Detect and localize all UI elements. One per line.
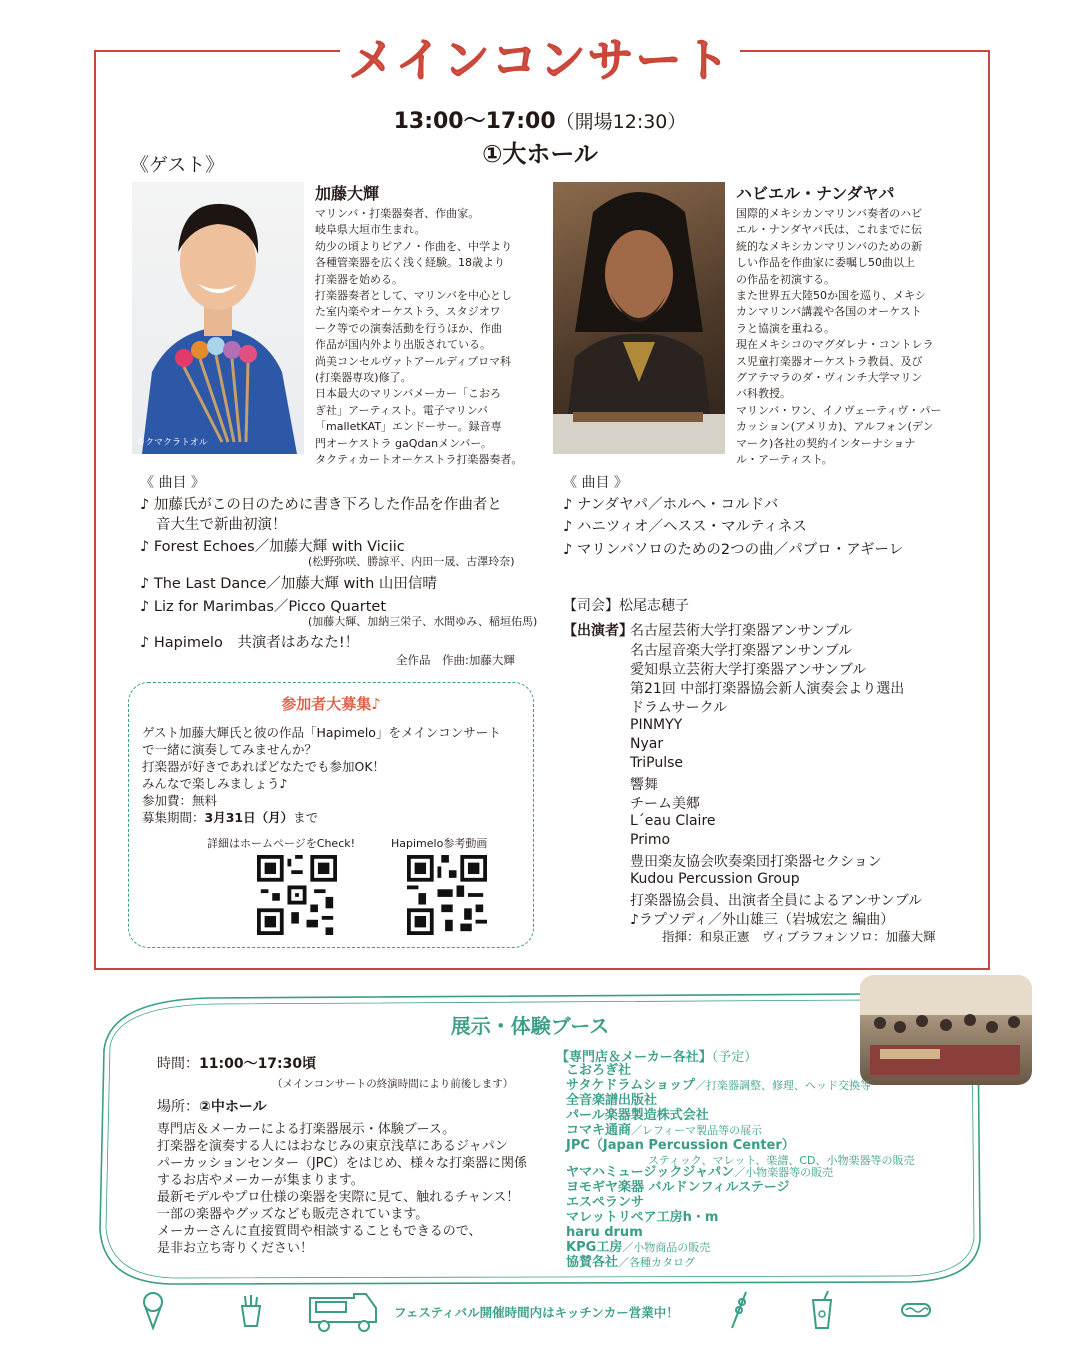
javier-bio: 国際的メキシカンマリンバ奏者のハビ エル・ナンダヤパ氏は、これまでに伝 統的なメキシカンマリンバのための新 しい作品を作曲家に委嘱し50曲以上 の作品を初演する。 また世界五大陸50か国を巡り、メキシ カンマリンバ講義や各国のオーケスト ラと協演を重ねる。 現在メキシコのマグダレナ・コントレラ ス児童打楽器オーケストラ教員、及び グアテマラのダ・ヴィンチ大学マリン バ科教授。 マリンバ・ワン、イノヴェーティヴ・パー カッション(アメリカ)、アルフォン(デン マーク)各社の契約インターナショナ ル・アーティスト。 bbox=[736, 207, 942, 467]
kato-song: ♪ Forest Echoes／加藤大輝 with Viciic bbox=[140, 539, 405, 555]
recruit-title: 参加者大募集♪ bbox=[281, 695, 381, 713]
qr-code-video[interactable] bbox=[407, 855, 487, 935]
fries-icon bbox=[238, 1294, 264, 1328]
recruit-text: みんなで楽しみましょう♪ bbox=[142, 776, 288, 791]
exhibitor-tentative: （予定） bbox=[711, 1050, 758, 1065]
booth-time-note: （メインコンサートの終演時間により前後します） bbox=[272, 1078, 514, 1090]
cast-member: ドラムサークル bbox=[630, 700, 728, 716]
exhibitor-item: JPC（Japan Percussion Center） bbox=[566, 1138, 795, 1153]
javier-songs-heading: 《 曲目 》 bbox=[563, 475, 628, 491]
exhibitor-item bbox=[566, 1165, 833, 1180]
recruit-text: ゲスト加藤大輝氏と彼の作品「Hapimelo」をメインコンサート bbox=[142, 725, 501, 740]
recruit-period-tail: まで bbox=[293, 810, 319, 825]
guest-heading: 《ゲスト》 bbox=[130, 154, 225, 176]
booth-description: 打楽器を演奏する人にはおなじみの東京浅草にあるジャパン bbox=[157, 1139, 508, 1154]
exhibitor-note: スティック、マレット、楽譜、CD、小物楽器等の販売 bbox=[648, 1154, 915, 1167]
kato-name: 加藤大輝 bbox=[315, 184, 380, 203]
kato-songs-heading: 《 曲目 》 bbox=[140, 475, 205, 491]
concert-time-range: 13:00〜17:00 bbox=[393, 109, 556, 134]
booth-description: パーカッションセンター（JPC）をはじめ、様々な打楽器に関係 bbox=[157, 1156, 528, 1171]
exhibitor-heading-label: 【専門店＆メーカー各社】 bbox=[556, 1050, 712, 1065]
exhibitor-item: ヨモギヤ楽器 バルドンフィルステージ bbox=[566, 1180, 790, 1195]
exhibitor-note: ／打楽器調整、修理、ヘッド交換等 bbox=[694, 1079, 871, 1092]
cast-member: L´eau Claire bbox=[630, 813, 716, 829]
booth-place-label: 場所： bbox=[157, 1099, 199, 1115]
booth-place-value: ②中ホール bbox=[199, 1099, 267, 1115]
booth-description: 一部の楽器やグッズなども販売されています。 bbox=[157, 1207, 429, 1222]
qr-video-label: Hapimelo参考動画 bbox=[391, 837, 488, 850]
kato-song: 音大生で新曲初演！ bbox=[156, 517, 287, 533]
kato-song-performers: (松野弥咲、勝諒平、内田一晟、古澤玲奈) bbox=[308, 555, 515, 568]
cast-member: 名古屋芸術大学打楽器アンサンブル bbox=[630, 623, 853, 639]
exhibitor-item bbox=[566, 1078, 871, 1093]
cast-credit: 指揮：和泉正憲 ヴィブラフォンソロ：加藤大輝 bbox=[662, 929, 936, 944]
exhibitor-name: KPG工房 bbox=[566, 1240, 623, 1255]
kato-portrait-illustration bbox=[132, 182, 304, 454]
javier-song: ♪ マリンバソロのための2つの曲／パブロ・アギーレ bbox=[563, 542, 904, 558]
exhibitor-name: コマキ通商 bbox=[566, 1123, 632, 1138]
booth-time-label: 時間： bbox=[157, 1056, 199, 1072]
recruit-box bbox=[128, 682, 534, 948]
exhibitor-item: 全音楽譜出版社 bbox=[566, 1093, 658, 1108]
cast-member: Primo bbox=[630, 832, 671, 848]
exhibitor-name: ヤマハミュージックジャパン bbox=[566, 1165, 735, 1180]
exhibitor-item: マレットリペア工房h・m bbox=[566, 1210, 719, 1225]
concert-open-time: （開場12:30） bbox=[555, 111, 687, 133]
skewer-icon bbox=[728, 1290, 750, 1330]
kitchen-car-notice: フェスティバル開催時間内はキッチンカー営業中！ bbox=[394, 1305, 679, 1320]
ice-cream-icon bbox=[140, 1290, 166, 1330]
javier-song: ♪ ハニツィオ／ヘスス・マルティネス bbox=[563, 519, 807, 535]
booth-description: するお店やメーカーが集まります。 bbox=[157, 1173, 364, 1188]
javier-photo bbox=[553, 182, 725, 454]
kato-song: ♪ 加藤氏がこの日のために書き下ろした作品を作曲者と bbox=[140, 497, 502, 513]
kato-song: ♪ Hapimelo 共演者はあなた!！ bbox=[140, 635, 360, 651]
recruit-fee: 参加費：無料 bbox=[142, 793, 218, 808]
cast-member: PINMYY bbox=[630, 717, 683, 733]
recruit-text: で一緒に演奏してみませんか？ bbox=[142, 742, 318, 757]
cast-member: Kudou Percussion Group bbox=[630, 871, 800, 887]
exhibitor-note: ／レフィーマ製品等の展示 bbox=[631, 1124, 763, 1137]
recruit-period bbox=[142, 808, 318, 826]
exhibitor-item bbox=[566, 1123, 762, 1138]
exhibitor-name: サタケドラムショップ bbox=[566, 1078, 695, 1093]
cast-member: ♪ラプソディ／外山雄三（岩城宏之 編曲） bbox=[630, 912, 895, 928]
cast-member: 響舞 bbox=[630, 777, 658, 793]
cast-member: チーム美郷 bbox=[630, 796, 700, 812]
booth-description: 是非お立ち寄りください！ bbox=[157, 1241, 314, 1256]
exhibitor-note: ／各種カタログ bbox=[618, 1256, 696, 1269]
main-concert-title: メインコンサート bbox=[340, 20, 740, 100]
recruit-text: 打楽器が好きであればどなたでも参加OK！ bbox=[142, 759, 386, 774]
cast-member: 名古屋音楽大学打楽器アンサンブル bbox=[630, 643, 853, 659]
concert-hall: ①大ホール bbox=[482, 140, 598, 168]
exhibitor-item bbox=[566, 1255, 695, 1270]
booth-time bbox=[157, 1053, 316, 1073]
cast-member: 豊田楽友協会吹奏楽団打楽器セクション bbox=[630, 854, 882, 870]
cast-member: TriPulse bbox=[630, 755, 684, 771]
kato-song-performers: (加藤大輝、加納三栄子、水間ゆみ、稲垣佑馬) bbox=[308, 615, 538, 628]
booth-time-value: 11:00〜17:30頃 bbox=[199, 1056, 317, 1072]
hot-dog-icon bbox=[900, 1298, 932, 1322]
kato-photo bbox=[132, 182, 304, 454]
cast-label: 【出演者】 bbox=[563, 623, 633, 639]
cast-member: 第21回 中部打楽器協会新人演奏会より選出 bbox=[630, 681, 905, 697]
kato-song: ♪ Liz for Marimbas／Picco Quartet bbox=[140, 599, 387, 615]
exhibitor-item: パール楽器製造株式会社 bbox=[566, 1108, 709, 1123]
kato-song: ♪ The Last Dance／加藤大輝 with 山田信晴 bbox=[140, 576, 437, 592]
cast-member: 愛知県立芸術大学打楽器アンサンブル bbox=[630, 662, 867, 678]
booth-description: 専門店＆メーカーによる打楽器展示・体験ブース。 bbox=[157, 1122, 456, 1137]
mc: 【司会】松尾志穂子 bbox=[563, 598, 689, 614]
recruit-period-label: 募集期間： bbox=[142, 810, 205, 825]
javier-portrait-illustration bbox=[553, 182, 725, 454]
exhibitor-item: haru drum bbox=[566, 1225, 643, 1240]
booth-title: 展示・体験ブース bbox=[450, 1014, 610, 1038]
drink-cup-icon bbox=[810, 1290, 834, 1330]
booth-description: メーカーさんに直接質問や相談することもできるので、 bbox=[157, 1224, 482, 1239]
kato-bio: マリンバ・打楽器奏者、作曲家。 岐阜県大垣市生まれ。 幼少の頃よりピアノ・作曲を、中学より 各種管楽器を広く浅く経験。18歳より 打楽器を始める。 打楽器奏者として、マリンバを中心とし た室内楽やオーケストラ、スタジオワ ーク等での演奏活動を行うほか、作曲 作品が国内外より出版されている。 尚美コンセルヴァトアールディプロマ科 (打楽器専攻)修了。 日本最大のマリンバメーカー「こおろ ぎ社」アーティスト。電子マリンバ 「malletKAT」エンドーサー。録音専 門オーケストラ gaQdanメンバー。 タクティカートオーケストラ打楽器奏者。 bbox=[315, 207, 523, 467]
exhibitor-item: エスペランサ bbox=[566, 1195, 645, 1210]
composer-credit: 全作品 作曲:加藤大輝 bbox=[396, 653, 515, 667]
exhibitor-note: ／小物商品の販売 bbox=[622, 1241, 711, 1254]
cast-member: Nyar bbox=[630, 736, 664, 752]
booth-description: 最新モデルやプロ仕様の楽器を実際に見て、触れるチャンス！ bbox=[157, 1190, 520, 1205]
concert-time bbox=[0, 104, 1080, 135]
booth-place bbox=[157, 1096, 267, 1116]
exhibitor-name: 協賛各社 bbox=[566, 1255, 619, 1270]
photo-credit: ©クマクラトオル bbox=[136, 438, 208, 448]
exhibitor-item bbox=[566, 1240, 710, 1255]
qr-homepage-label: 詳細はホームページをCheck! bbox=[207, 837, 356, 850]
recruit-period-date: 3月31日（月） bbox=[204, 810, 294, 825]
exhibitor-item: こおろぎ社 bbox=[566, 1063, 632, 1078]
kitchen-car-icon bbox=[306, 1288, 380, 1334]
cast-member: 打楽器協会員、出演者全員によるアンサンブル bbox=[630, 893, 923, 909]
javier-song: ♪ ナンダヤパ／ホルへ・コルドバ bbox=[563, 497, 779, 513]
exhibitor-note: ／小物楽器等の販売 bbox=[734, 1166, 834, 1179]
javier-name: ハビエル・ナンダヤパ bbox=[736, 184, 895, 203]
qr-code-homepage[interactable] bbox=[257, 855, 337, 935]
